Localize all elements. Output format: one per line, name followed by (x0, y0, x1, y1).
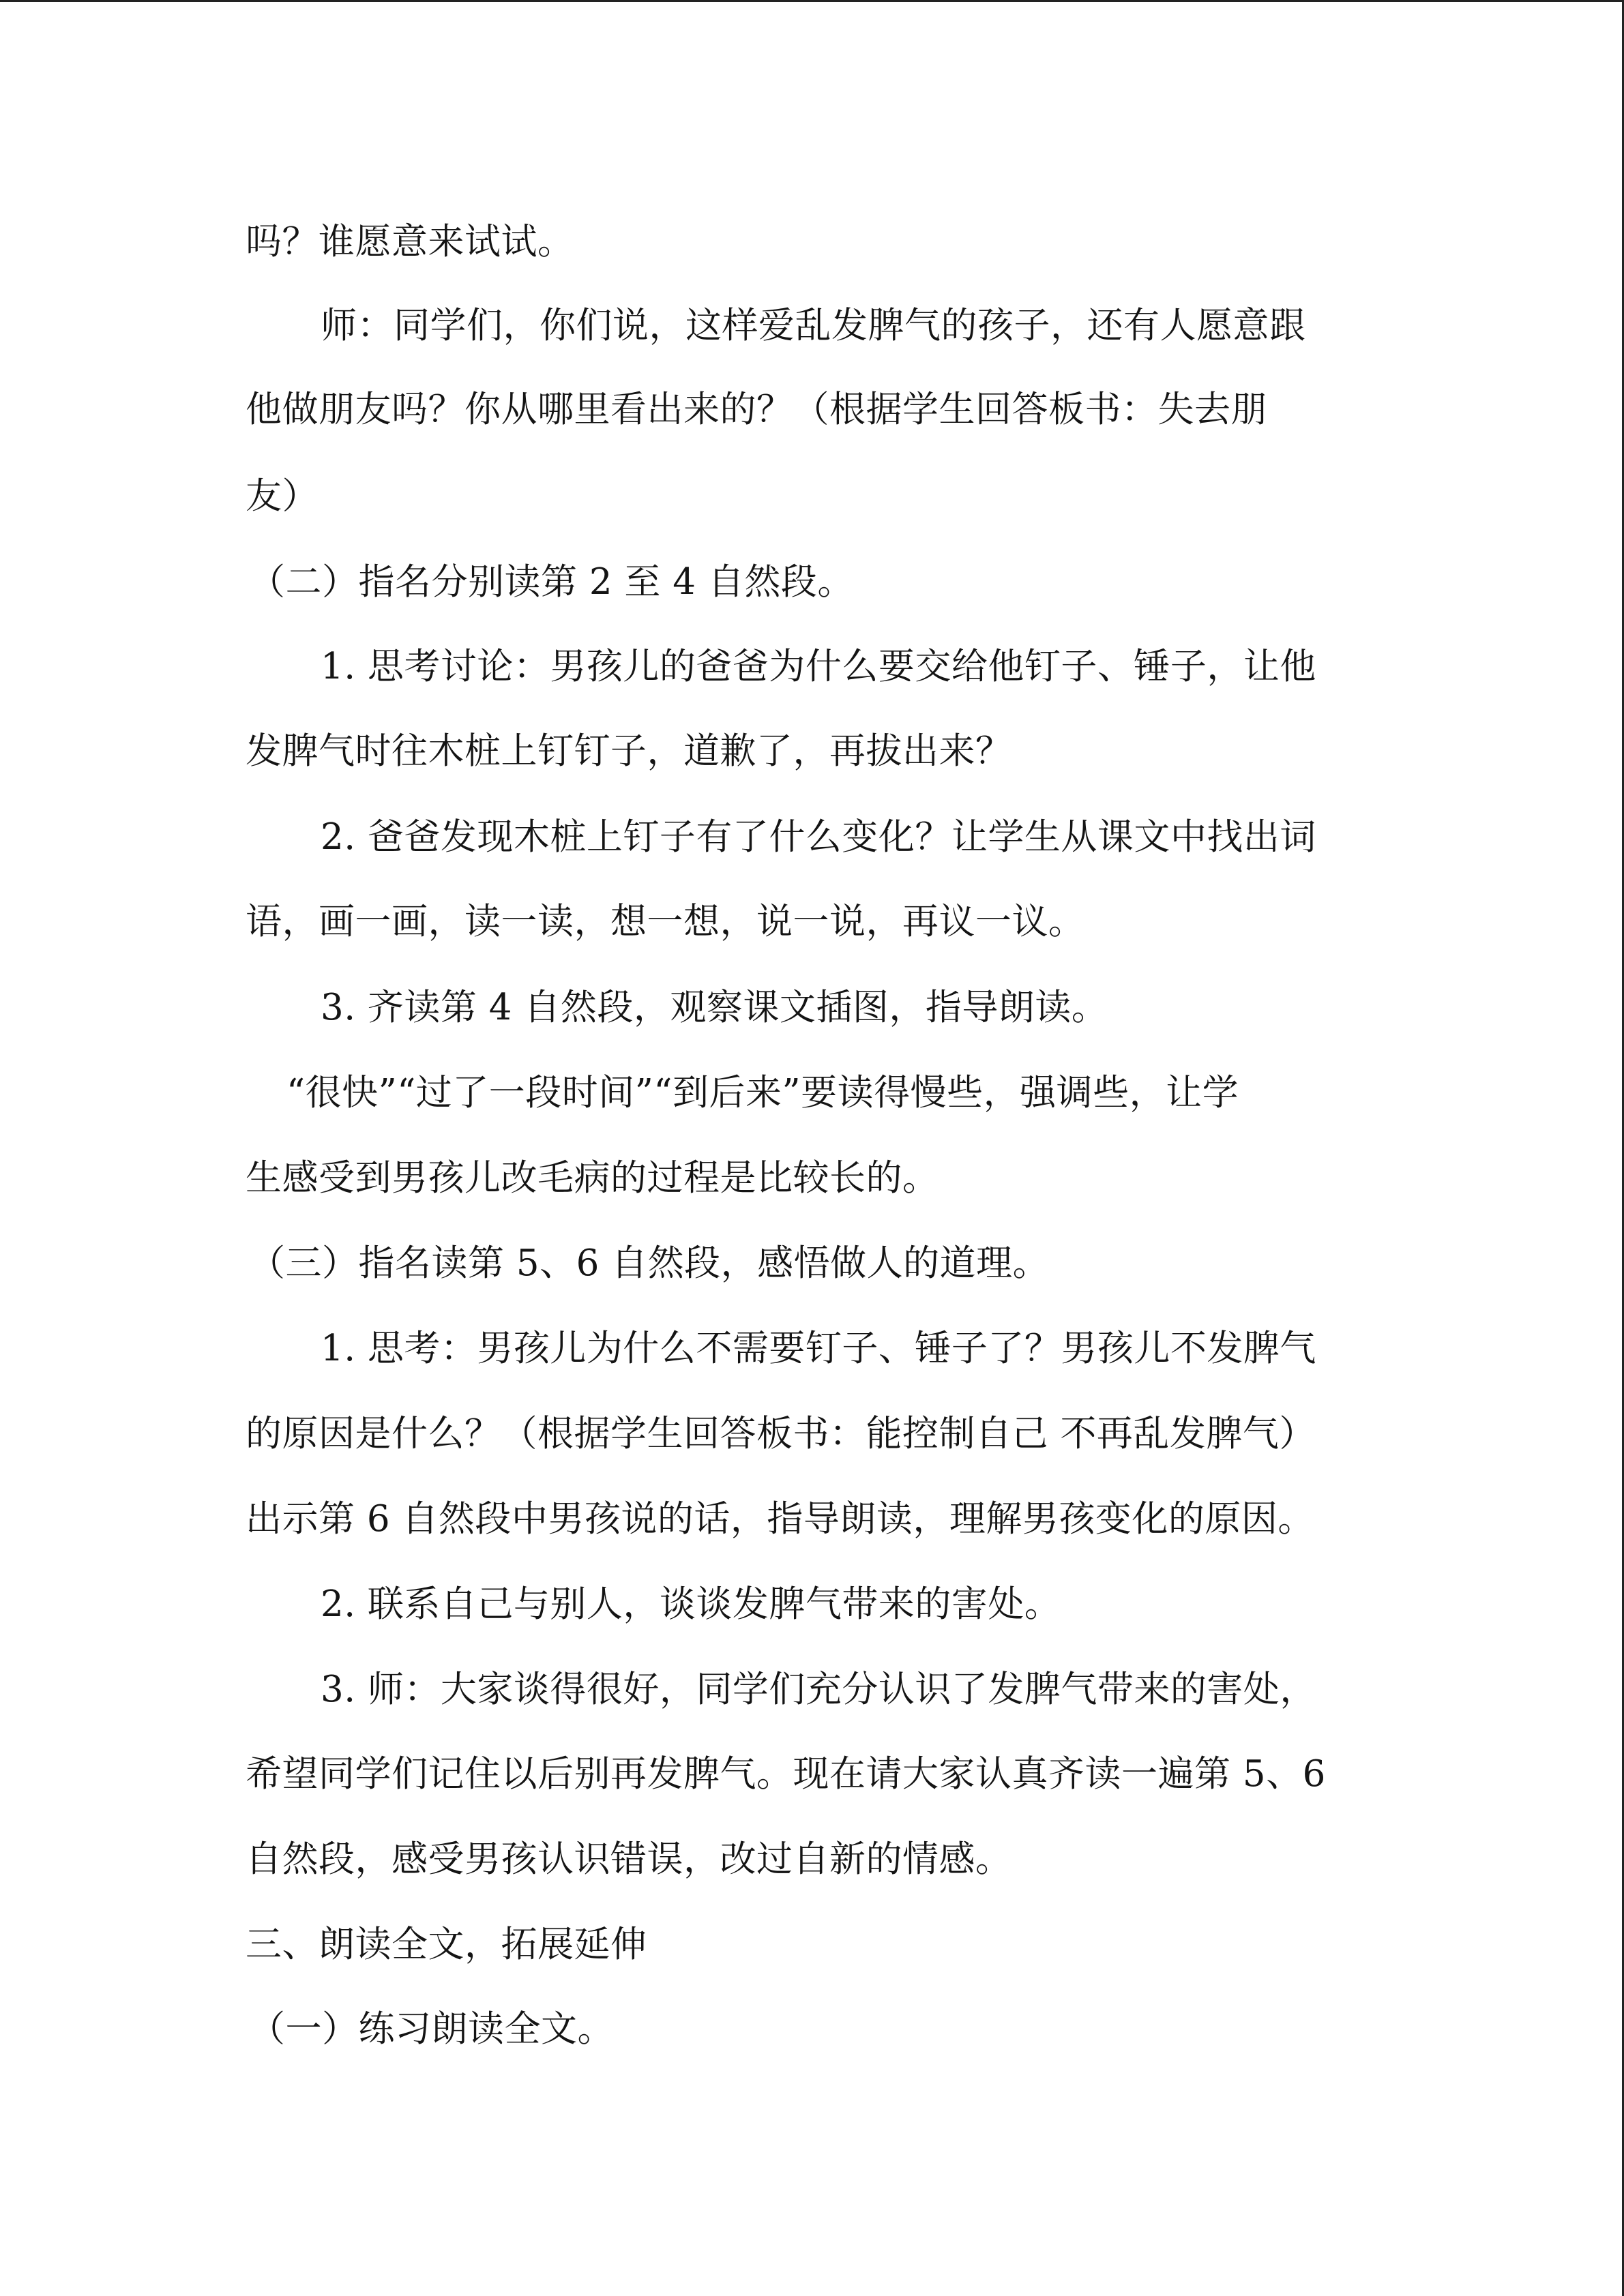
text-line: “很快”“过了一段时间”“到后来”要读得慢些，强调些，让学 (286, 1072, 1239, 1114)
section-heading: （三）指名读第 5、6 自然段，感悟做人的道理。 (249, 1242, 1050, 1284)
text-line: 1. 思考：男孩儿为什么不需要钉子、锤子了？男孩儿不发脾气 (321, 1328, 1316, 1369)
text-line: 3. 齐读第 4 自然段，观察课文插图，指导朗读。 (321, 987, 1108, 1028)
text-line: 他做朋友吗？你从哪里看出来的？（根据学生回答板书：失去朋 (246, 389, 1267, 430)
text-line: 1. 思考讨论：男孩儿的爸爸为什么要交给他钉子、锤子，让他 (321, 646, 1316, 687)
text-line: 语，画一画，读一读，想一想，说一说，再议一议。 (246, 901, 1085, 942)
section-heading: 三、朗读全文，拓展延伸 (246, 1924, 647, 1965)
text-line: 生感受到男孩儿改毛病的过程是比较长的。 (246, 1157, 939, 1199)
text-line: 希望同学们记住以后别再发脾气。现在请大家认真齐读一遍第 5、6 (246, 1753, 1326, 1795)
text-line: 2. 联系自己与别人，谈谈发脾气带来的害处。 (321, 1583, 1061, 1625)
text-line: 友） (246, 475, 319, 517)
section-heading: （一）练习朗读全文。 (249, 2008, 614, 2050)
text-line: 3. 师：大家谈得很好，同学们充分认识了发脾气带来的害处， (321, 1669, 1316, 1710)
text-line: 师：同学们，你们说，这样爱乱发脾气的孩子，还有人愿意跟 (321, 305, 1306, 346)
text-line: 发脾气时往木桩上钉钉子，道歉了，再拔出来？ (246, 730, 1012, 772)
text-line: 吗？谁愿意来试试。 (246, 221, 574, 263)
text-line: 出示第 6 自然段中男孩说的话，指导朗读，理解男孩变化的原因。 (246, 1498, 1314, 1540)
text-line: 2. 爸爸发现木桩上钉子有了什么变化？让学生从课文中找出词 (321, 816, 1316, 858)
text-line: 的原因是什么？（根据学生回答板书：能控制自己 不再乱发脾气） (246, 1413, 1316, 1455)
section-heading: （二）指名分别读第 2 至 4 自然段。 (249, 561, 854, 603)
text-line: 自然段，感受男孩认识错误，改过自新的情感。 (246, 1838, 1012, 1880)
